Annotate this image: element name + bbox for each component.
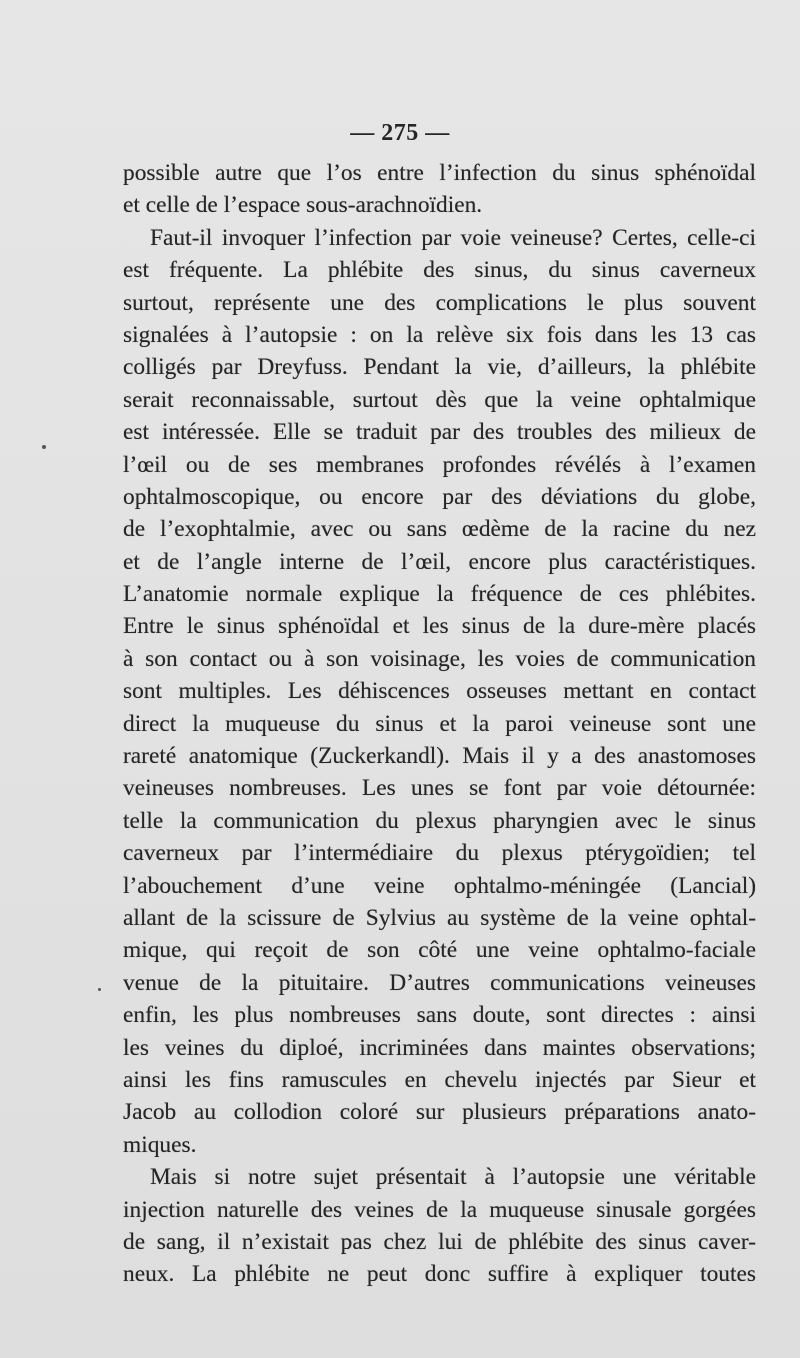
body-text (123, 157, 756, 1291)
print-speck (98, 988, 101, 991)
text-line: veineuses nombreuses. Les unes se font par voie détournée: (123, 775, 756, 802)
text-line: L’anatomie normale explique la fréquence de ces phlébites. (123, 581, 756, 608)
text-line: à son contact ou à son voisinage, les voies de communication (123, 645, 756, 672)
text-line: de l’exophtalmie, avec ou sans œdème de la racine du nez (123, 516, 756, 543)
text-line: Faut-il invoquer l’infection par voie veineuse? Certes, celle-ci (150, 224, 756, 251)
text-line: injection naturelle des veines de la muqueuse sinusale gorgées (123, 1196, 756, 1223)
text-line: est fréquente. La phlébite des sinus, du sinus caverneux (123, 257, 756, 284)
text-line: mique, qui reçoit de son côté une veine ophtalmo-faciale (123, 937, 756, 964)
text-line: ophtalmoscopique, ou encore par des déviations du globe, (123, 483, 756, 510)
text-line: allant de la scissure de Sylvius au système de la veine ophtal- (123, 904, 756, 931)
text-line: signalées à l’autopsie : on la relève six fois dans les 13 cas (123, 321, 756, 348)
print-speck (42, 445, 46, 449)
text-line: telle la communication du plexus pharyngien avec le sinus (123, 807, 756, 834)
text-line: les veines du diploé, incriminées dans maintes observations; (123, 1034, 756, 1061)
text-line: colligés par Dreyfuss. Pendant la vie, d’ailleurs, la phlébite (123, 354, 756, 381)
text-line: de sang, il n’existait pas chez lui de phlébite des sinus caver- (123, 1228, 756, 1255)
page-number: — 275 — (350, 120, 450, 146)
text-line: l’abouchement d’une veine ophtalmo-méningée (Lancial) (123, 872, 756, 899)
text-line: neux. La phlébite ne peut donc suffire à expliquer toutes (123, 1261, 756, 1288)
text-line: et de l’angle interne de l’œil, encore plus caractéristiques. (123, 548, 756, 575)
text-line: surtout, représente une des complications le plus souvent (123, 289, 756, 316)
text-line: Entre le sinus sphénoïdal et les sinus de la dure-mère placés (123, 613, 756, 640)
text-line: Mais si notre sujet présentait à l’autopsie une véritable (150, 1164, 756, 1191)
text-line: enfin, les plus nombreuses sans doute, sont directes : ainsi (123, 1002, 756, 1029)
text-line: caverneux par l’intermédiaire du plexus ptérygoïdien; tel (123, 840, 756, 867)
text-line: rareté anatomique (Zuckerkandl). Mais il y a des anastomoses (123, 743, 756, 770)
text-line: direct la muqueuse du sinus et la paroi veineuse sont une (123, 710, 756, 737)
text-line: sont multiples. Les déhiscences osseuses mettant en contact (123, 678, 756, 705)
text-line: possible autre que l’os entre l’infection du sinus sphénoïdal (123, 160, 756, 186)
text-line: ainsi les fins ramuscules en chevelu injectés par Sieur et (123, 1066, 756, 1093)
text-line: l’œil ou de ses membranes profondes révélés à l’examen (123, 451, 756, 478)
text-line: miques. (123, 1131, 197, 1158)
text-line: est intéressée. Elle se traduit par des troubles des milieux de (123, 419, 756, 446)
text-line: Jacob au collodion coloré sur plusieurs préparations anato- (123, 1099, 756, 1126)
text-line: venue de la pituitaire. D’autres communications veineuses (123, 969, 756, 996)
text-line: serait reconnaissable, surtout dès que la veine ophtalmique (123, 386, 756, 413)
text-line: et celle de l’espace sous-arachnoïdien. (123, 192, 483, 219)
